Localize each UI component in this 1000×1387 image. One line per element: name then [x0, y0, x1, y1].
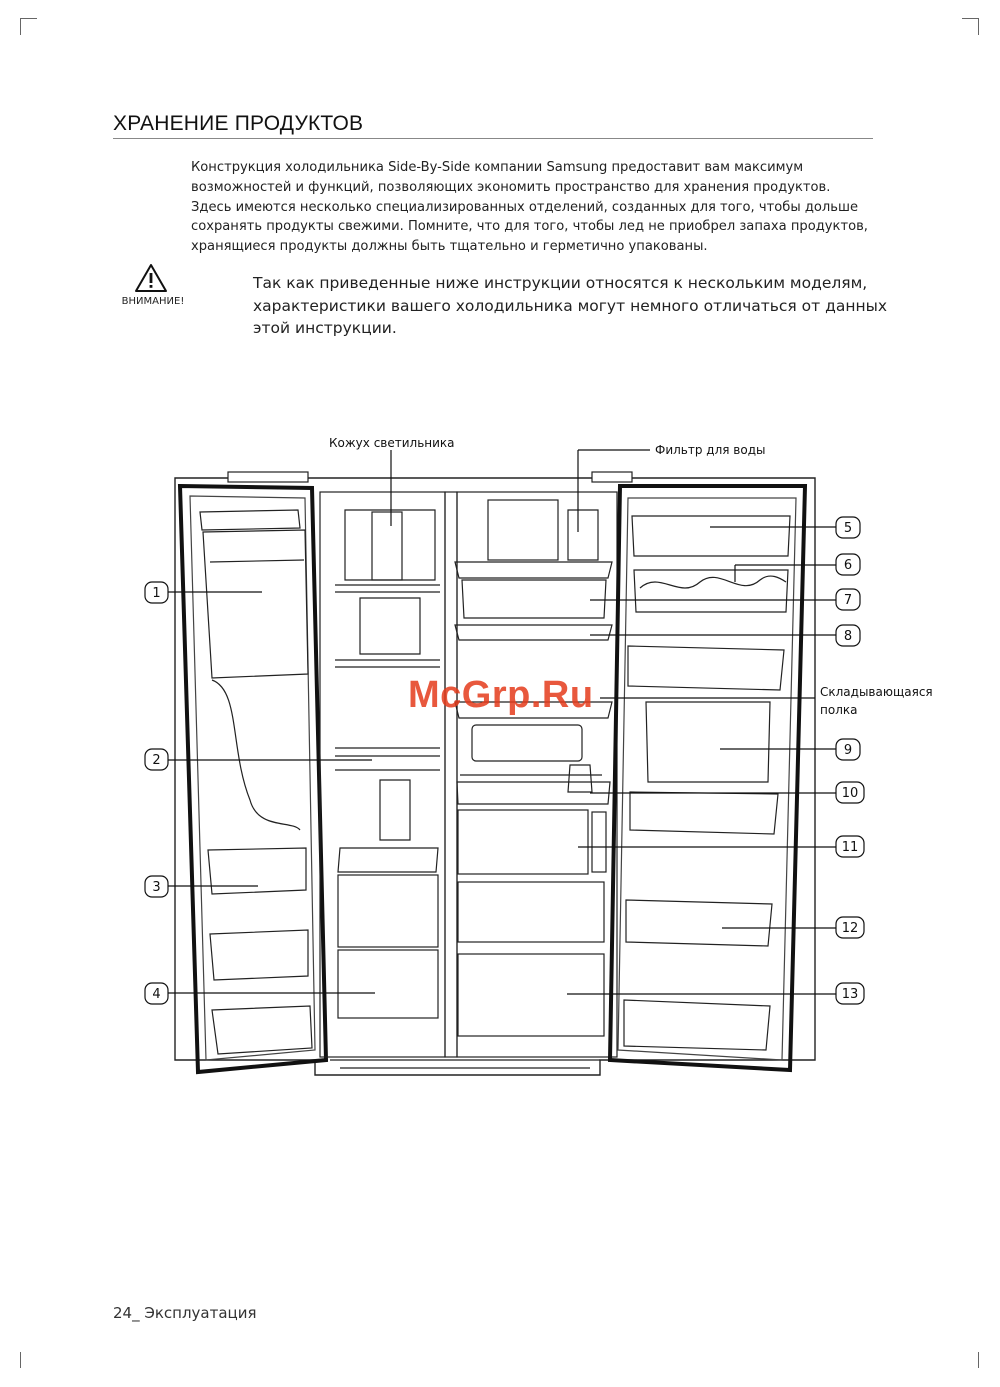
callout-4	[145, 983, 168, 1004]
section-title: ХРАНЕНИЕ ПРОДУКТОВ	[113, 112, 873, 139]
refrigerator-diagram	[0, 420, 1000, 1100]
crop-mark-top-right	[962, 18, 979, 35]
refrigerator-illustration	[175, 472, 815, 1075]
intro-line: хранящиеся продукты должны быть тщательно и герметично упакованы.	[191, 239, 708, 255]
callout-12	[836, 917, 864, 938]
caution-line: характеристики вашего холодильника могут немного отличаться от данных	[253, 296, 888, 315]
callout-8	[836, 625, 860, 646]
callout-1	[145, 582, 168, 603]
lamp-cover-label: Кожух светильника	[329, 436, 455, 450]
intro-line: Конструкция холодильника Side-By-Side компании Samsung предоставит вам максимум	[191, 160, 804, 175]
crop-mark-top-left	[20, 18, 37, 35]
callout-3	[145, 876, 168, 897]
caution-label: ВНИМАНИЕ!	[121, 296, 185, 307]
callout-7	[836, 589, 860, 610]
caution-text	[253, 272, 888, 340]
callout-10	[836, 782, 864, 803]
callout-9	[836, 739, 860, 760]
callout-13	[836, 983, 864, 1004]
intro-line: возможностей и функций, позволяющих экономить пространство для хранения продуктов.	[191, 179, 831, 195]
callout-number: 10	[841, 786, 859, 801]
callout-number: 12	[841, 921, 859, 936]
callout-number: 6	[843, 558, 853, 573]
callout-number: 13	[841, 987, 859, 1002]
callout-number: 5	[843, 521, 853, 536]
callout-11	[836, 836, 864, 857]
callout-2	[145, 749, 168, 770]
crop-mark-bottom-right	[962, 1352, 979, 1368]
warning-triangle-icon	[134, 263, 168, 293]
callout-number: 4	[152, 987, 161, 1002]
callout-number: 9	[843, 743, 853, 758]
callout-number: 1	[152, 586, 161, 601]
callout-number: 11	[841, 840, 859, 855]
intro-line: Здесь имеются несколько специализированных отделений, созданных для того, чтобы дольше	[191, 199, 859, 215]
intro-line: сохранять продукты свежими. Помните, что для того, чтобы лед не приобрел запаха продуктов,	[191, 219, 868, 235]
folding-shelf-label-line2: полка	[820, 703, 858, 717]
callout-6	[836, 554, 860, 575]
water-filter-label: Фильтр для воды	[655, 443, 766, 457]
intro-paragraph	[191, 158, 891, 257]
leader-lines	[168, 450, 836, 994]
caution-line: этой инструкции.	[253, 319, 397, 337]
watermark: McGrp.Ru	[408, 674, 594, 716]
crop-mark-bottom-left	[20, 1352, 37, 1368]
callout-5	[836, 517, 860, 538]
callout-number: 2	[152, 753, 161, 768]
page-footer: 24_ Эксплуатация	[113, 1304, 257, 1322]
caution-line: Так как приведенные ниже инструкции относятся к нескольким моделям,	[253, 274, 868, 292]
callout-number: 3	[152, 880, 161, 895]
callout-number: 8	[843, 629, 853, 644]
folding-shelf-label: Складывающаяся	[820, 685, 933, 699]
callout-number: 7	[843, 593, 853, 608]
